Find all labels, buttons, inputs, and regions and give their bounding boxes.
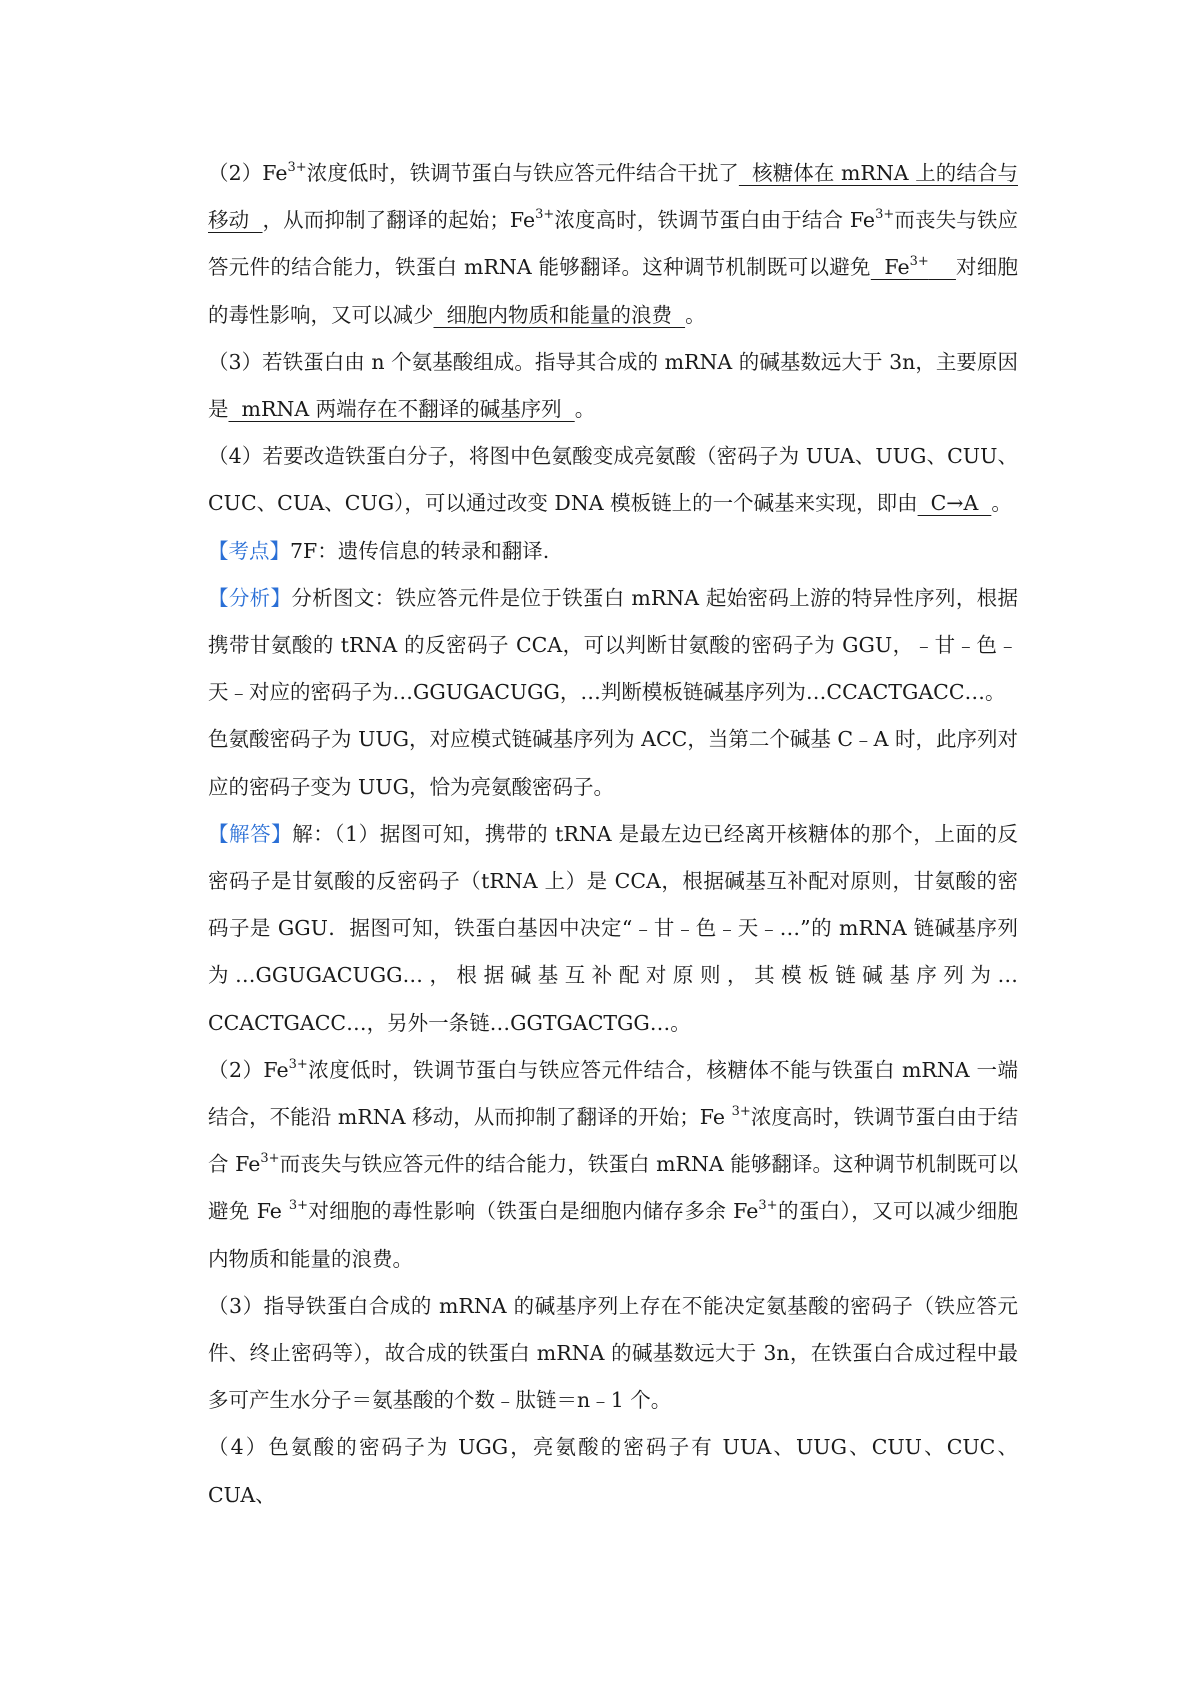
superscript: 3+ — [287, 160, 307, 175]
superscript: 3+ — [731, 1104, 751, 1120]
text: 浓度高时，铁调节蛋白由于结合 Fe — [208, 1105, 1018, 1177]
answer-blank: 核糖体在 mRNA 上的结合与移动 — [208, 161, 1018, 233]
jieda-paragraph-2 — [208, 1047, 1018, 1283]
superscript: 3+ — [288, 1198, 309, 1214]
text: 。 — [574, 397, 596, 422]
answer-padding — [929, 255, 956, 279]
fenxi-text: 分析图文：铁应答元件是位于铁蛋白 mRNA 起始密码上游的特异性序列，根据携带甘氨酸的 tRNA 的反密码子 CCA，可以判断甘氨酸的密码子为 GGU，﹣甘﹣色﹣天﹣对应的密码子为…GGUGACUGG，…判断模板链碱基序列为…CCACTGACC…。 — [208, 585, 1019, 705]
text: （4）若要改造铁蛋白分子，将图中色氨酸变成亮氨酸（密码子为 UUA、UUG、CUU、CUC、CUA、CUG），可以通过改变 DNA 模板链上的一个碱基来实现，即由 — [208, 444, 1018, 516]
answer-blank: 细胞内物质和能量的浪费 — [433, 302, 686, 327]
q4-paragraph — [208, 433, 1018, 527]
text: （3）指导铁蛋白合成的 mRNA 的碱基序列上存在不能决定氨基酸的密码子（铁应答元件、终止密码等），故合成的铁蛋白 mRNA 的碱基数远大于 3n，在铁蛋白合成过程中最多可产生水分子＝氨基酸的个数﹣肽链＝n﹣1 个。 — [208, 1293, 1018, 1413]
text: 对细胞的毒性影响（铁蛋白是细胞内储存多余 Fe — [308, 1199, 759, 1224]
answer-text: Fe — [870, 255, 910, 280]
q2-prefix: （2）Fe — [208, 161, 288, 185]
text: 对细胞的毒性影响，又可以减少 — [208, 255, 1018, 327]
superscript: 3+ — [909, 254, 929, 270]
fenxi-label: 【分析】 — [208, 585, 292, 610]
text: 浓度低时，铁调节蛋白与铁应答元件结合，核糖体不能与铁蛋白 mRNA 一端结合，不能沿 mRNA 移动，从而抑制了翻译的开始；Fe — [208, 1057, 1018, 1130]
text: 而丧失与铁应答元件的结合能力，铁蛋白 mRNA 能够翻译。这种调节机制既可以避免 Fe — [208, 1152, 1018, 1224]
text: 。 — [685, 302, 706, 327]
text: 而丧失与铁应答元件的结合能力，铁蛋白 mRNA 能够翻译。这种调节机制既可以避免 — [208, 208, 1018, 280]
jieda-paragraph-1 — [208, 811, 1018, 1047]
jieda-paragraph-3 — [208, 1283, 1018, 1425]
kaodian-label: 【考点】 — [208, 538, 290, 563]
document-page — [208, 150, 1018, 1519]
text: （2）Fe — [208, 1057, 289, 1082]
fenxi-paragraph — [208, 575, 1018, 717]
text: 。 — [991, 491, 1012, 516]
text: （3）若铁蛋白由 n 个氨基酸组成。指导其合成的 mRNA 的碱基数远大于 3n，主要原因是 — [208, 349, 1018, 422]
text: 浓度低时，铁调节蛋白与铁应答元件结合干扰了 — [306, 161, 739, 185]
q3-paragraph — [208, 339, 1018, 433]
q2-paragraph — [208, 150, 1018, 339]
text: （4）色氨酸的密码子为 UGG，亮氨酸的密码子有 UUA、UUG、CUU、CUC、CUA、 — [208, 1435, 1018, 1507]
text: 的蛋白），又可以减少细胞内物质和能量的浪费。 — [208, 1199, 1019, 1271]
superscript: 3+ — [260, 1151, 280, 1167]
superscript: 3+ — [535, 207, 555, 223]
jieda-text: 解：（1）据图可知，携带的 tRNA 是最左边已经离开核糖体的那个，上面的反密码子是甘氨酸的反密码子（tRNA 上）是 CCA，根据碱基互补配对原则，甘氨酸的密码子是 GGU．据图可知，铁蛋白基因中决定“﹣甘﹣色﹣天﹣…”的 mRNA 链碱基序列为…GGUGACUGG…，根据碱基互补配对原则，其模板链碱基序列为…CCACTGACC…，另外一条链…GGTGACTGG…。 — [208, 821, 1019, 1035]
fenxi-text: 色氨酸密码子为 UUG，对应模式链碱基序列为 ACC，当第二个碱基 C﹣A 时，此序列对应的密码子变为 UUG，恰为亮氨酸密码子。 — [208, 727, 1018, 799]
jieda-label: 【解答】 — [208, 821, 293, 846]
answer-blank — [871, 255, 956, 279]
kaodian-paragraph — [208, 528, 1018, 575]
text: 浓度高时，铁调节蛋白由于结合 Fe — [554, 208, 876, 233]
answer-blank: mRNA 两端存在不翻译的碱基序列 — [228, 397, 575, 422]
jieda-paragraph-4 — [208, 1424, 1018, 1518]
superscript: 3+ — [288, 1056, 308, 1072]
answer-blank: C→A — [917, 491, 992, 516]
superscript: 3+ — [875, 207, 895, 223]
text: ，从而抑制了翻译的起始；Fe — [262, 208, 536, 233]
kaodian-text: 7F：遗传信息的转录和翻译. — [290, 538, 550, 563]
fenxi-paragraph-2 — [208, 716, 1018, 810]
superscript: 3+ — [758, 1198, 778, 1214]
